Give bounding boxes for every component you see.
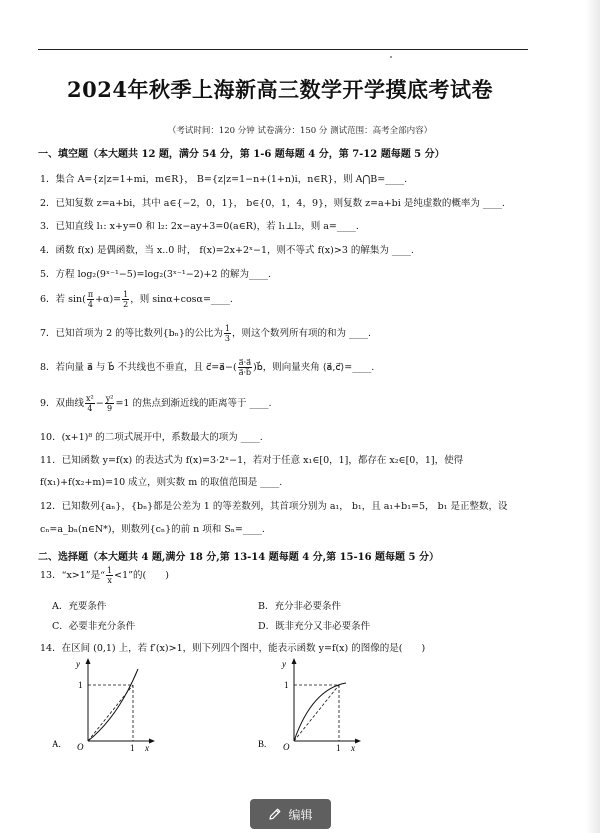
graph-b <box>254 655 364 755</box>
graph-a-x-label: x <box>145 743 149 753</box>
graph-a-y-label: y <box>76 659 80 669</box>
graph-a <box>48 655 158 755</box>
question-4: 4．函数 f(x) 是偶函数，当 x..0 时， f(x)=2x+2ˣ−1，则不等式 f(x)>3 的解集为 ____. <box>40 245 414 256</box>
graph-b-one-x: 1 <box>336 743 341 753</box>
q13-option-b: B．充分非必要条件 <box>258 601 341 612</box>
graph-b-y-arrow <box>292 658 297 664</box>
q13-option-d: D．既非充分又非必要条件 <box>258 621 371 632</box>
exam-title: 2024年秋季上海新高三数学开学摸底考试卷 <box>67 77 493 102</box>
question-11-line-2: f(x₁)+f(x₂+m)=10 成立，则实数 m 的取值范围是 ____. <box>40 477 283 488</box>
q13-option-a: A．充要条件 <box>52 601 107 612</box>
question-12-line-1: 12．已知数列{aₙ}，{bₙ}都是公差为 1 的等差数列，其首项分别为 a₁， b₁，且 a₁+b₁=5， b₁ 是正整数，设 <box>40 501 508 512</box>
question-5: 5．方程 log₂(9ˣ⁻¹−5)=log₂(3ˣ⁻¹−2)+2 的解为____. <box>40 269 271 280</box>
exam-info: （考试时间：120 分钟 试卷满分：150 分 测试范围：高考全部内容） <box>167 126 433 136</box>
graph-a-y-arrow <box>86 658 91 664</box>
graph-b-label: B. <box>258 739 267 749</box>
header-rule <box>38 49 528 50</box>
page-dot <box>390 56 392 58</box>
question-3: 3．已知直线 l₁: x+y=0 和 l₂: 2x−ay+3=0(a∈R)，若 l₁⊥l₂，则 a=____. <box>40 221 359 232</box>
graph-b-one-y: 1 <box>284 680 289 690</box>
graph-a-one-x: 1 <box>130 743 135 753</box>
question-9: 9．双曲线 $\frac{\text{x²}}{4}$ − $\frac{\text{y²}}{9}$ =1 的焦点到渐近线的距离等于 ____. <box>40 394 272 413</box>
graph-b-y-label: y <box>282 659 286 669</box>
graph-a-one-y: 1 <box>78 680 83 690</box>
question-13: 13．“x>1”是“ $\frac{1}{x}$ <1”的( ) <box>40 566 169 585</box>
graph-b-x-label: x <box>351 743 355 753</box>
graph-a-x-arrow <box>149 739 155 744</box>
question-8: 8．若向量 a⃗ 与 b⃗ 不共线也不垂直，且 c⃗=a⃗−( $\frac{a⃗\cdot a⃗}{a⃗\cdot b⃗}$ )b⃗，则向量夹角 ⟨a⃗,c⃗⟩=____. <box>40 358 375 377</box>
pencil-icon <box>268 807 282 821</box>
graph-a-origin: O <box>77 742 84 752</box>
edit-button[interactable] <box>250 799 331 829</box>
question-12-line-2: cₙ=a_bₙ(n∈N*)，则数列{cₙ}的前 n 项和 Sₙ=____. <box>40 524 265 535</box>
question-6: 6．若 sin( $\frac{\pi}{4}$ +α)= $\frac{1}{2}$ ，则 sinα+cosα=____. <box>40 290 233 309</box>
graph-b-curve <box>294 683 346 741</box>
graph-b-origin: O <box>283 742 290 752</box>
section-fill-in: 一、填空题（本大题共 12 题，满分 54 分，第 1-6 题每题 4 分，第 7-12 题每题 5 分） <box>38 149 445 160</box>
question-2: 2．已知复数 z=a+bi，其中 a∈{−2，0，1}， b∈{0，1，4，9}，则复数 z=a+bi 是纯虚数的概率为 ____. <box>40 198 505 209</box>
question-11-line-1: 11．已知函数 y=f(x) 的表达式为 f(x)=3·2ˣ−1，若对于任意 x₁∈[0，1]，都存在 x₂∈[0，1]，使得 <box>40 455 464 466</box>
graph-b-x-arrow <box>355 739 361 744</box>
section-choice: 二、选择题（本大题共 4 题,满分 18 分,第 13-14 题每题 4 分,第 15-16 题每题 5 分） <box>38 552 439 563</box>
graph-a-curve <box>88 669 138 741</box>
q13-option-c: C．必要非充分条件 <box>52 621 136 632</box>
question-14: 14．在区间 (0,1) 上，若 f′(x)>1，则下列四个图中，能表示函数 y=f(x) 的图像的是( ) <box>40 643 426 654</box>
graph-b-diagonal <box>294 685 339 741</box>
question-1: 1．集合 A={z|z=1+mi，m∈R}， B={z|z=1−n+(1+n)i，n∈R}，则 A⋂B=____. <box>40 174 408 185</box>
question-10: 10．(x+1)⁸ 的二项式展开中，系数最大的项为 ____. <box>40 432 263 443</box>
edit-button-label: 编辑 <box>288 807 313 822</box>
graph-a-label: A. <box>52 739 61 749</box>
question-7: 7．已知首项为 2 的等比数列{bₙ}的公比为 $\frac{1}{3}$ ，则这个数列所有项的和为 ____. <box>40 324 372 343</box>
